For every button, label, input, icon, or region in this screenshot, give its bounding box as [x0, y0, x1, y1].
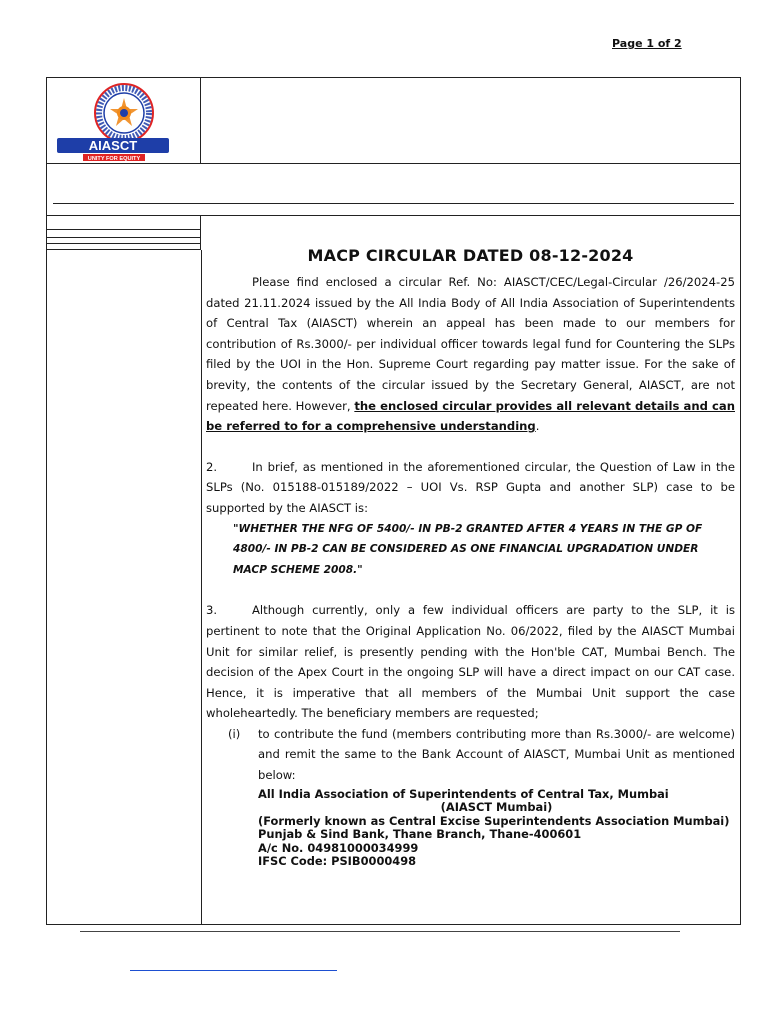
- bank-details: [258, 788, 735, 869]
- paragraph-1: [206, 272, 735, 437]
- side-rule: [47, 243, 200, 244]
- document-title: MACP CIRCULAR DATED 08-12-2024: [307, 246, 634, 265]
- footer-link-underline[interactable]: [130, 970, 337, 971]
- logo-hub: [120, 109, 128, 117]
- paragraph-2-number: 2.: [206, 459, 218, 474]
- paragraph-2-text: In brief, as mentioned in the aforementioned circular, the Question of Law in the SLPs (No. 015188-015189/2022 – UOI Vs. RSP Gupta and another SLP) case to be supported by the AIASCT is:: [206, 459, 735, 515]
- bank-branch: Punjab & Sind Bank, Thane Branch, Thane-400601: [258, 827, 582, 842]
- question-of-law-quote: "WHETHER THE NFG OF 5400/- IN PB-2 GRANTED AFTER 4 YEARS IN THE GP OF 4800/- IN PB-2 CAN BE CONSIDERED AS ONE FINANCIAL UPGRADATION UNDER MACP SCHEME 2008.": [233, 522, 703, 576]
- aiasct-logo: [47, 78, 201, 163]
- header-separator: [47, 163, 740, 164]
- request-item-1-text: to contribute the fund (members contributing more than Rs.3000/- are welcome) and remit the same to the Bank Account of AIASCT, Mumbai Unit as mentioned below:: [258, 726, 735, 783]
- paragraph-3-number: 3.: [206, 603, 218, 618]
- request-item-1: [206, 724, 735, 786]
- paragraph-2: [206, 457, 735, 519]
- footer-rule: [80, 931, 680, 932]
- paragraph-3: [206, 600, 735, 724]
- bank-account-short-name: (AIASCT Mumbai): [440, 800, 553, 815]
- side-column: [47, 215, 201, 250]
- paragraph-1-end: .: [535, 419, 540, 434]
- logo-cell: [47, 78, 201, 163]
- logo-tagline: UNITY FOR EQUITY: [87, 156, 141, 162]
- header-rule: [53, 203, 734, 204]
- bank-account-name: All India Association of Superintendents of Central Tax, Mumbai: [258, 786, 669, 801]
- paragraph-3-text: Although currently, only a few individual officers are party to the SLP, it is pertinent to note that the Original Application No. 06/2022, filed by the AIASCT Mumbai Unit for similar relief, is presently pending with the Hon'ble CAT, Mumbai Bench. The decision of the Apex Court in the ongoing SLP will have a direct impact on our CAT case. Hence, it is imperative that all members of the Mumbai Unit support the case wholeheartedly. The beneficiary members are requested;: [206, 603, 735, 721]
- bank-ifsc-code: IFSC Code: PSIB0000498: [258, 854, 417, 869]
- column-divider: [201, 250, 202, 924]
- bank-account-number: A/c No. 04981000034999: [258, 840, 419, 855]
- side-rule: [47, 249, 200, 250]
- circular-body: [206, 272, 735, 869]
- side-rule: [47, 237, 200, 238]
- paragraph-1-text: Please find enclosed a circular Ref. No: AIASCT/CEC/Legal-Circular /26/2024-25 dated 21.11.2024 issued by the All India Body of All India Association of Superintendents of Central Tax (AIASCT) wherein an appeal has been made to our members for contribution of Rs.3000/- per individual officer towards legal fund for Countering the SLPs filed by the UOI in the Hon. Supreme Court regarding pay matter issue. For the sake of brevity, the contents of the circular issued by the Secretary General, AIASCT, are not repeated here. However,: [206, 275, 735, 413]
- side-rule: [47, 229, 200, 230]
- logo-acronym: AIASCT: [88, 138, 138, 153]
- request-item-1-marker: (i): [228, 726, 241, 741]
- bank-account-former-name: (Formerly known as Central Excise Superintendents Association Mumbai): [258, 813, 730, 828]
- page-number: Page 1 of 2: [612, 37, 682, 50]
- paragraph-1-emphasis: the enclosed circular provides all relevant details and can be referred to for a comprehensive understanding: [206, 398, 735, 434]
